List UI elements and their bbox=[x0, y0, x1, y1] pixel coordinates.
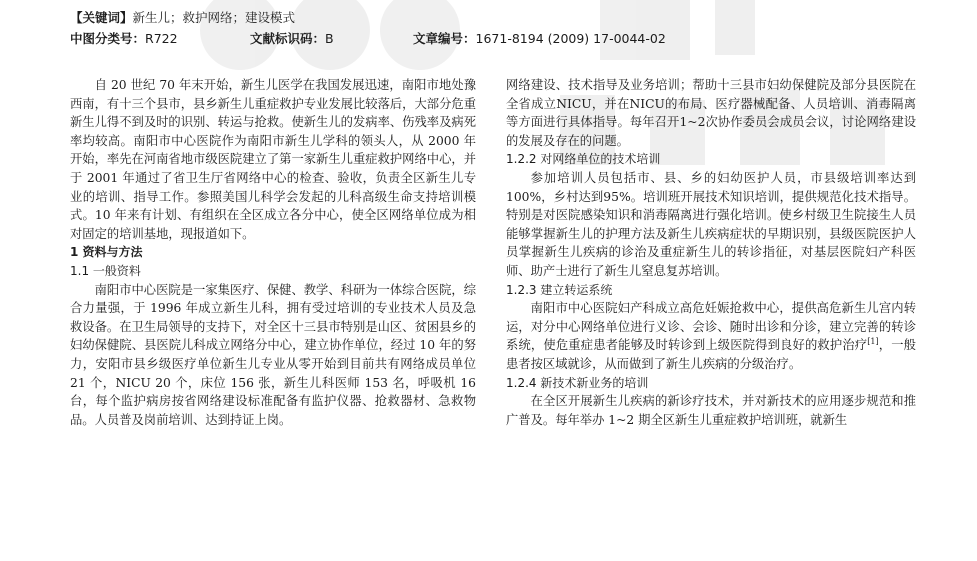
article-number bbox=[413, 29, 666, 47]
right-column bbox=[506, 76, 916, 429]
paragraph-1-2-3-part-b: ，一般患者按区域就诊，从而做到了新生儿疾病的分级治疗。 bbox=[506, 338, 916, 371]
doc-code-label: 文献标识码： bbox=[250, 31, 326, 46]
paragraph-1-2-4: 在全区开展新生儿疾病的新诊疗技术，并对新技术的应用逐步规范和推广普及。每年举办 1~2 期全区新生儿重症救护培训班，就新生 bbox=[506, 394, 916, 427]
paragraph-1-2-2: 参加培训人员包括市、县、乡的妇幼医护人员，市县级培训率达到100%，乡村达到95%。培训班开展技术知识培训，提供规范化技术指导。特别是对医院感染知识和消毒隔离进行强化培训。使乡村级卫生院接生人员能够掌握新生儿的护理方法及新生儿疾病症状的早期识别，县级医院医护人员掌握新生儿疾病的诊治及重症新生儿的转诊指征，对基层医院妇产科医师、助产士进行了新生儿窒息复苏培训。 bbox=[506, 170, 916, 278]
article-no-label: 文章编号： bbox=[413, 31, 476, 46]
clc-value: R722 bbox=[145, 31, 178, 46]
paragraph-1-2-3-part-a: 南阳市中心医院妇产科成立高危妊娠抢救中心，提供高危新生儿宫内转运，对分中心网络单位进行义诊、会诊、随时出诊和分诊，建立完善的转诊系统，使危重症患者能够及时转诊到上级医院得到良好的救护治疗 bbox=[506, 301, 916, 353]
clc-label: 中图分类号： bbox=[70, 31, 146, 46]
doc-code-value: B bbox=[325, 31, 334, 46]
continued-paragraph: 网络建设、技术指导及业务培训；帮助十三县市妇幼保健院及部分县医院在全省成立NICU，并在NICU的布局、医疗器械配备、人员培训、消毒隔离等方面进行具体指导。每年召开1~2次协作委员会成员会议，讨论网络建设的发展及存在的问题。 bbox=[506, 78, 916, 148]
keywords-text: 新生儿；救护网络；建设模式 bbox=[132, 10, 296, 25]
left-column bbox=[70, 76, 476, 429]
clc-number bbox=[70, 29, 178, 47]
citation-ref[interactable]: [1] bbox=[867, 337, 879, 347]
keywords-label: 【关键词】 bbox=[70, 10, 133, 25]
section-heading-1: 1 资料与方法 bbox=[70, 245, 143, 260]
intro-paragraph: 自 20 世纪 70 年末开始，新生儿医学在我国发展迅速，南阳市地处豫西南，有十三个县市，县乡新生儿重症救护专业发展比较落后，大部分危重新生儿得不到及时的识别、转运与抢救。使新生儿的发病率、伤残率及病死率均较高。南阳市中心医院作为南阳市新生儿学科的领头人，从 2000 年开始，率先在河南省地市级医院建立了第一家新生儿重症救护网络中心，并于 2001 年通过了省卫生厅省网络中心的检查、验收，负责全区新生儿专业的培训、指导工作。参照美国儿科学会发起的儿科高级生命支持培训模式。10 年来有计划、有组织在全区成立各分中心，使全区网络单位成为相对固定的培训基地，现报道如下。 bbox=[70, 78, 476, 241]
paragraph-1-2-3 bbox=[506, 299, 916, 373]
section-heading-1-2-2: 1.2.2 对网络单位的技术培训 bbox=[506, 152, 661, 167]
section-heading-1-2-4: 1.2.4 新技术新业务的培训 bbox=[506, 375, 649, 390]
article-no-value: 1671-8194 (2009) 17-0044-02 bbox=[475, 31, 666, 46]
paragraph-1-1: 南阳市中心医院是一家集医疗、保健、教学、科研为一体综合医院，综合力量强，于 1996 年成立新生儿科，拥有受过培训的专业技术人员及急救设备。在卫生局领导的支持下，对全区十三县市特别是山区、贫困县乡的妇幼保健院、县医院儿科成立网络分中心，建立协作单位，经过 10 年的努力，安阳市县乡级医疗单位新生儿专业从零开始到目前共有网络成员单位 21 个，NICU 20 个，床位 156 张，新生儿科医师 153 名，呼吸机 16 台，每个监护病房按省网络建设标准配备有监护仪器、抢救器材、急救物品。人员普及岗前培训、达到持证上岗。 bbox=[70, 282, 476, 427]
section-heading-1-2-3: 1.2.3 建立转运系统 bbox=[506, 282, 613, 297]
doc-code bbox=[250, 29, 334, 47]
section-heading-1-1: 1.1 一般资料 bbox=[70, 263, 141, 278]
keywords-line bbox=[70, 8, 295, 26]
